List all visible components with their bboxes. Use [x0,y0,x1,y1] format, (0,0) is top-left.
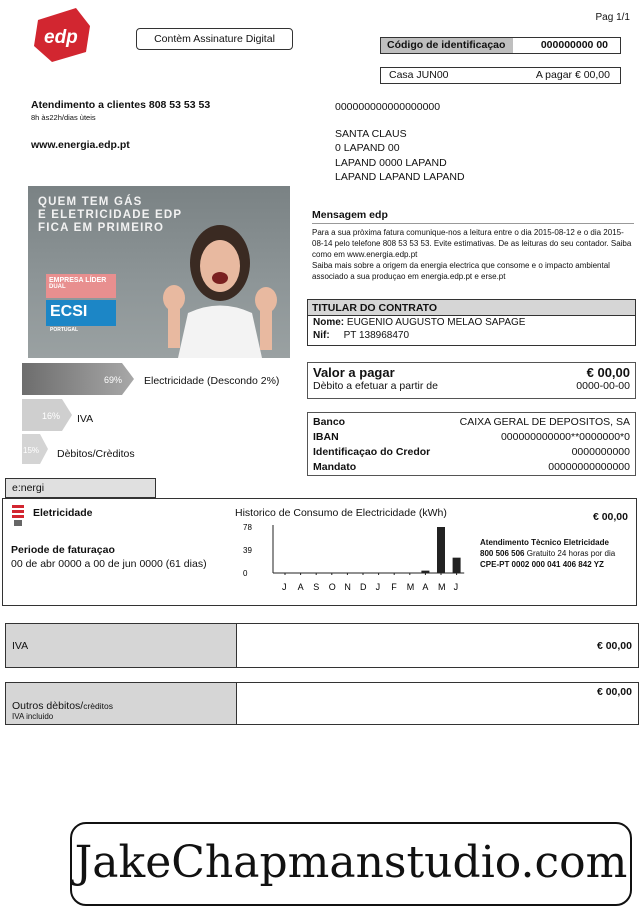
breakdown-label: Electricidade (Descondo 2%) [144,375,280,387]
chart-x-label: J [453,582,459,592]
chart-x-label: N [344,582,351,592]
chart-bar [437,527,445,573]
iva-row [5,623,639,668]
svg-text:69%: 69% [104,375,123,385]
chart-y-tick: 39 [243,546,252,555]
chart-x-label: A [422,582,429,592]
electricity-section [2,498,637,606]
breakdown-electricity [22,363,134,400]
iban-label: IBAN [313,431,339,443]
lightbulb-icon [10,505,26,527]
amount-due-label: Valor a pagar [313,365,395,380]
customer-service-line: Atendimento a clientes 808 53 53 53 [31,99,211,111]
tech-phone: 800 506 506 [480,549,525,558]
bank-value: CAIXA GERAL DE DEPOSITOS, SA [459,416,630,428]
billing-period-label: Periode de faturaçao [11,544,115,556]
promo-badge-ecsi: ECSI PORTUGAL [46,300,116,326]
consumption-chart [233,521,473,605]
mandate-value: 00000000000000 [548,461,630,473]
breakdown-iva [22,399,72,436]
other-charges-label: Outros dèbitos/crèditos IVA incluido [6,683,237,724]
cpe-code: CPE-PT 0002 000 041 406 842 YZ [480,560,604,569]
id-value: 000000000 00 [540,39,608,51]
nif-value: PT 138968470 [343,330,410,341]
other-charges-row [5,682,639,725]
name-value: EUGENIO AUGUSTO MELAO SAPAGE [346,317,526,328]
customer-service [31,99,210,122]
page-number: Pag 1/1 [595,12,630,23]
address-line: LAPAND 0000 LAPAND [335,156,447,169]
promo-badge-leader: EMPRESA LÍDER DUAL [46,274,116,298]
creditor-id-label: Identificaçao do Credor [313,446,431,458]
chart-x-label: O [328,582,336,592]
contract-holder-title: TITULAR DO CONTRATO [308,300,635,316]
chart-y-tick: 0 [243,569,248,578]
name-label: Nome: [313,317,345,328]
breakdown-arrow-electricity [22,363,134,395]
svg-text:16%: 16% [42,411,61,421]
tech-title: Atendimento Tècnico Eletricidade [480,538,609,547]
tech-text: Gratuito 24 horas por dia [526,549,616,558]
digital-signature-label: Contèm Assinature Digital [136,28,293,50]
message-title: Mensagem edp [312,210,634,224]
casa-value: A pagar € 00,00 [535,69,610,81]
customer-service-hours: 8h às22h/dias ùteis [31,113,96,122]
message-body: Saiba mais sobre a origem da energia electrica que consome e o impacto ambiental associado a sua produçao em energia.edp.pt e erse.pt [312,261,610,281]
message-body: Para a sua pròxima fatura comunique-nos a leitura entre o dia 2015-08-12 e o dia 2015-08-14 pelo telefone 808 53 53 53. Evite estimativas. De as leituras do seu contador. Saiba como em www.energia.edp.pt [312,228,632,259]
id-label: Código de identificaçao [381,38,513,53]
billing-period-value: 00 de abr 0000 a 00 de jun 0000 (61 dias) [11,558,207,570]
woman-figure [158,218,283,358]
mandate-label: Mandato [313,461,357,473]
breakdown-arrow-debits [22,434,48,464]
chart-bar [421,571,429,573]
address-code: 000000000000000000 [335,101,441,113]
breakdown-arrow-iva [22,399,72,431]
chart-x-label: M [406,582,415,592]
address-line: SANTA CLAUS [335,127,407,140]
other-charges-value: € 00,00 [596,686,632,698]
technical-support [480,537,630,570]
chart-x-label: M [438,582,446,592]
nif-label: Nif: [313,330,330,341]
address-line: 0 LAPAND 00 [335,142,400,154]
bank-label: Banco [313,416,346,428]
promo-image [28,186,290,358]
breakdown-label: Dèbitos/Crèditos [57,448,135,460]
electricity-title: Eletricidade [33,507,93,519]
edp-message [312,210,634,282]
identification-code-box [380,37,621,54]
chart-x-label: J [375,582,381,592]
watermark-footer: JakeChapmanstudio.com [70,822,632,906]
contract-holder-box [307,299,636,346]
iva-value: € 00,00 [596,640,632,652]
chart-x-label: J [282,582,287,592]
bank-box [307,412,636,476]
svg-text:edp: edp [44,27,78,48]
chart-y-tick: 78 [243,523,252,532]
address-line: LAPAND LAPAND LAPAND [335,171,465,183]
amount-due-box [307,362,636,399]
breakdown-label: IVA [77,413,94,425]
casa-box [380,67,621,84]
svg-text:15%: 15% [23,446,40,455]
iban-value: 000000000000**0000000*0 [500,431,630,443]
casa-label: Casa JUN00 [389,69,449,81]
chart-x-label: F [391,582,397,592]
iva-label: IVA [6,624,237,667]
debit-date-value: 0000-00-00 [576,380,630,392]
chart-title: Historico de Consumo de Electricidade (kWh) [235,507,447,519]
debit-date-label: Dèbito a efetuar a partir de [313,380,438,392]
amount-due-value: € 00,00 [586,365,630,380]
edp-logo [30,6,94,64]
promo-headline: QUEM TEM GÁS E ELETRICIDADE EDP FICA EM PRIMEIRO [38,196,183,234]
chart-x-label: S [313,582,320,592]
chart-x-label: D [360,582,367,592]
energi-tab: e:nergi [5,478,156,498]
breakdown-debits [22,434,48,469]
chart-bar [453,558,461,573]
creditor-id-value: 0000000000 [571,446,630,458]
website-link[interactable]: www.energia.edp.pt [31,139,130,151]
electricity-amount: € 00,00 [592,511,628,523]
address-block [335,100,465,185]
chart-x-label: A [297,582,304,592]
